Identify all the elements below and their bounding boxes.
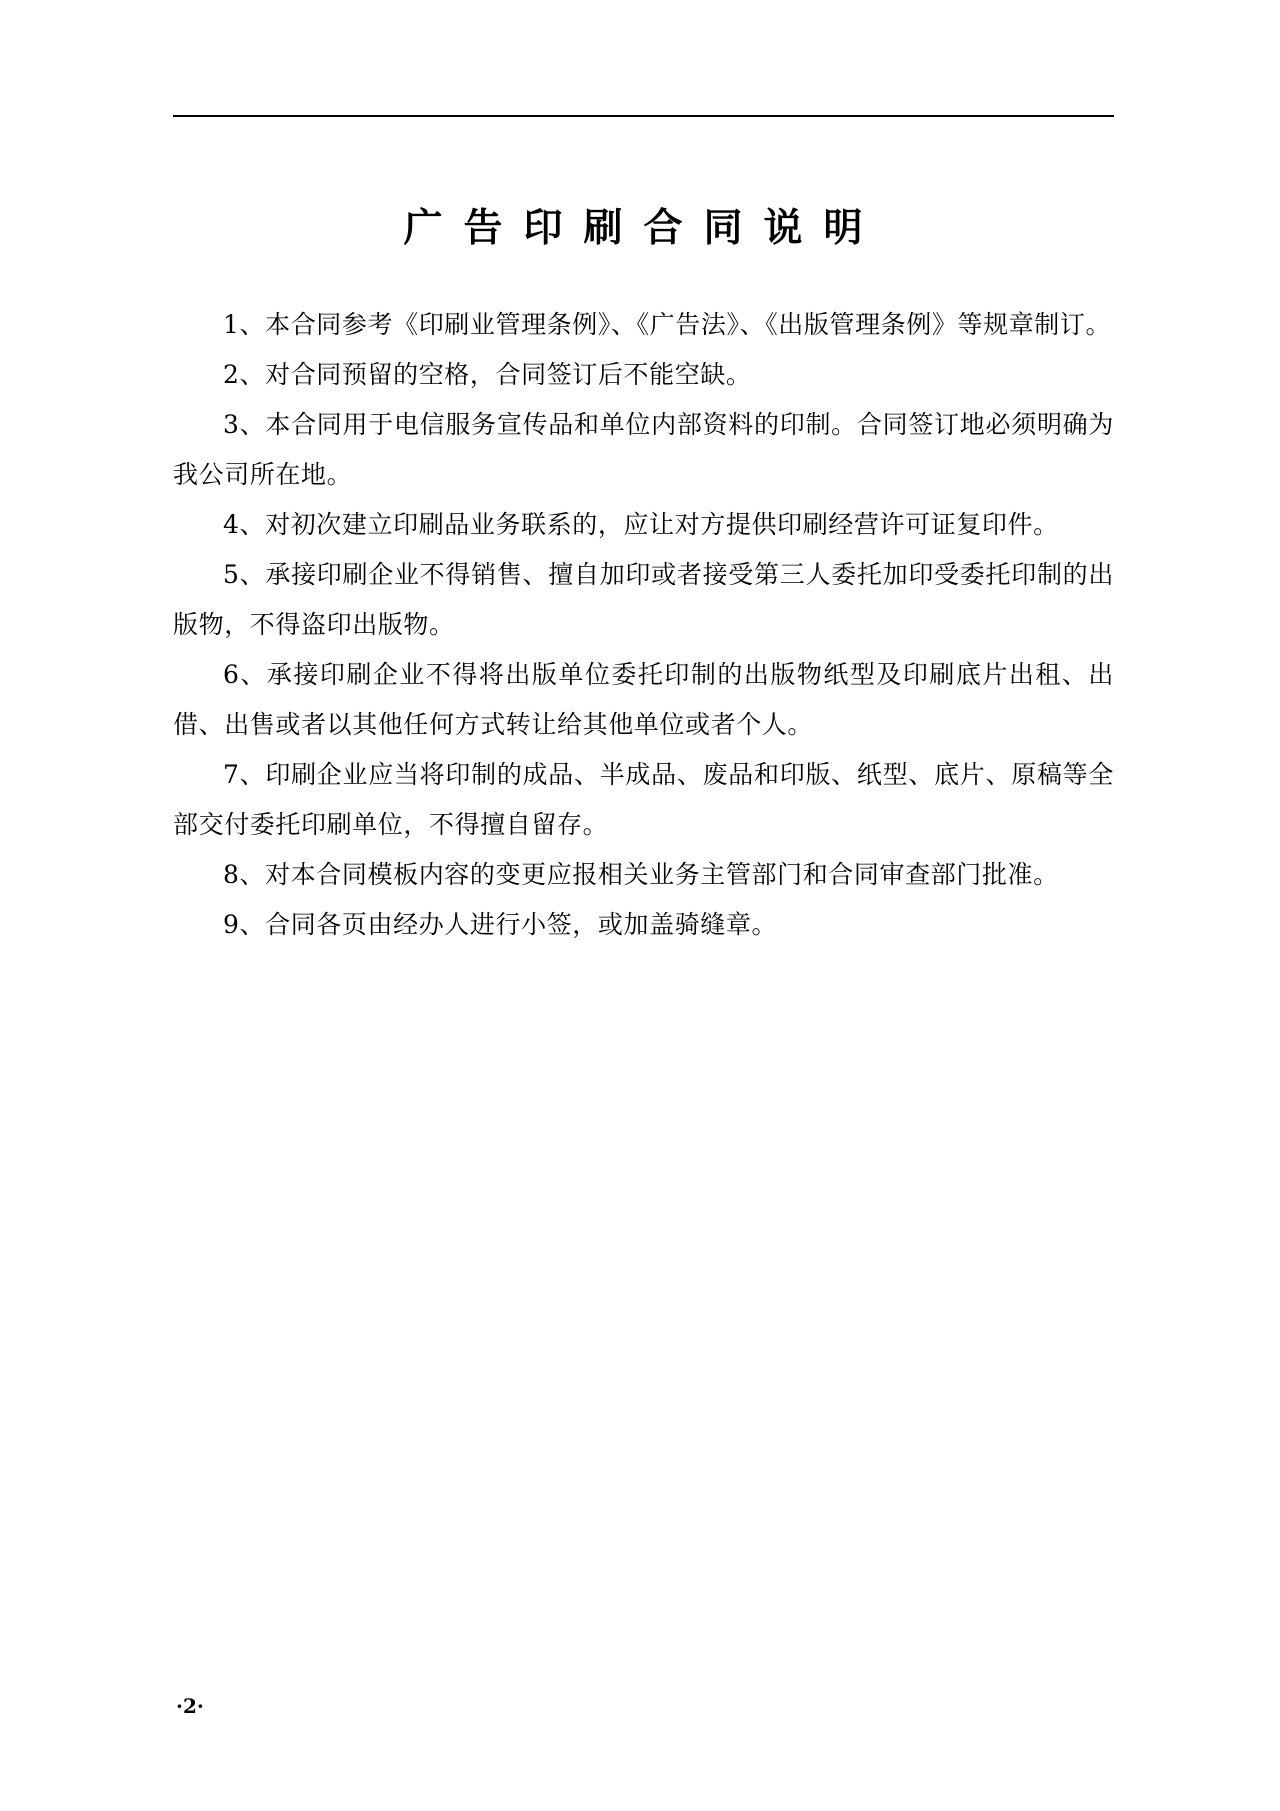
clause-3: 3、本合同用于电信服务宣传品和单位内部资料的印制。合同签订地必须明确为我公司所在地。	[173, 410, 1114, 489]
clause-1: 1、本合同参考《印刷业管理条例》、《广告法》、《出版管理条例》等规章制订。	[223, 310, 1112, 339]
clause-8: 8、对本合同模板内容的变更应报相关业务主管部门和合同审查部门批准。	[223, 860, 1059, 889]
page-number: ·2·	[176, 1694, 204, 1718]
clause-9: 9、合同各页由经办人进行小签，或加盖骑缝章。	[223, 910, 778, 939]
header-rule	[173, 115, 1114, 117]
clause-7: 7、印刷企业应当将印制的成品、半成品、废品和印版、纸型、底片、原稿等全部交付委托印刷单位，不得擅自留存。	[173, 760, 1114, 839]
clause-5: 5、承接印刷企业不得销售、擅自加印或者接受第三人委托加印受委托印制的出版物，不得盗印出版物。	[173, 560, 1114, 639]
document-body	[173, 300, 1114, 950]
document-title: 广告印刷合同说明	[403, 205, 884, 251]
clause-2: 2、对合同预留的空格，合同签订后不能空缺。	[223, 360, 752, 389]
clause-4: 4、对初次建立印刷品业务联系的，应让对方提供印刷经营许可证复印件。	[223, 510, 1059, 539]
clause-6: 6、承接印刷企业不得将出版单位委托印制的出版物纸型及印刷底片出租、出借、出售或者以其他任何方式转让给其他单位或者个人。	[173, 660, 1114, 739]
